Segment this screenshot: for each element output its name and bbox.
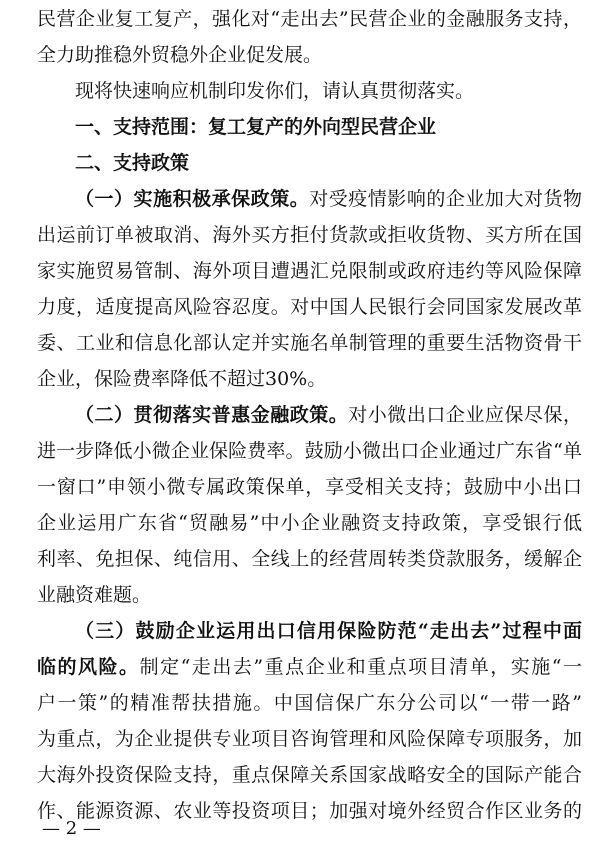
page-number: — 2 —: [42, 818, 101, 839]
line-text: 户一策”的精准帮扶措施。中国信保广东分公司以“一带一路”: [37, 692, 582, 714]
section-heading-text: 二、支持政策: [75, 152, 190, 174]
body-line-13: [37, 434, 582, 468]
section-heading-text: 一、支持范围：复工复产的外向型民营企业: [75, 116, 437, 138]
line-text: 一窗口”申领小微专属政策保单，享受相关支持；鼓励中小出口: [37, 476, 582, 498]
body-line-9: [37, 290, 582, 324]
line-text: 对小微出口企业应保尽保，: [348, 404, 582, 426]
line-text: 民营企业复工复产，强化对“走出去”民营企业的金融服务支持，: [37, 8, 582, 30]
body-line-22: [37, 758, 582, 792]
body-line-1: [37, 2, 582, 36]
body-line-8: [37, 254, 582, 288]
body-line-10: [37, 326, 582, 360]
line-text: 出运前订单被取消、海外买方拒付货款或拒收货物、买方所在国: [37, 224, 582, 246]
section-heading-scope: [75, 110, 582, 144]
line-text: 对受疫情影响的企业加大对货物: [309, 188, 582, 210]
line-text: 企业运用广东省“贸融易”中小企业融资支持政策，享受银行低: [37, 512, 582, 534]
body-line-15: [37, 506, 582, 540]
line-text: 委、工业和信息化部认定并实施名单制管理的重要生活物资骨干: [37, 332, 582, 354]
body-line-2: [37, 38, 582, 72]
line-text: 业融资难题。: [37, 584, 152, 606]
line-text: 为重点，为企业提供专业项目咨询管理和风险保障专项服务，加: [37, 728, 582, 750]
body-line-19: [37, 650, 582, 684]
line-text: 进一步降低小微企业保险费率。鼓励小微出口企业通过广东省“单: [37, 440, 582, 462]
line-text: 现将快速响应机制印发你们，请认真贯彻落实。: [75, 80, 475, 102]
line-text: 企业，保险费率降低不超过30%。: [37, 368, 327, 390]
body-line-18: [75, 614, 582, 648]
line-text: 大海外投资保险支持，重点保障关系国家战略安全的国际产能合: [37, 764, 582, 786]
body-line-11: [37, 362, 582, 396]
body-line-3: [75, 74, 582, 108]
body-line-20: [37, 686, 582, 720]
body-line-23: [37, 794, 582, 828]
body-line-12: [75, 398, 582, 432]
body-line-17: [37, 578, 582, 612]
body-line-14: [37, 470, 582, 504]
subsection-title-3: （三）鼓励企业运用出口信用保险防范“走出去”过程中面: [75, 620, 582, 642]
line-text: 力度，适度提高风险容忍度。对中国人民银行会同国家发展改革: [37, 296, 582, 318]
body-line-6: [75, 182, 582, 216]
body-line-7: [37, 218, 582, 252]
line-text: 家实施贸易管制、海外项目遭遇汇兑限制或政府违约等风险保障: [37, 260, 582, 282]
subsection-title-1: （一）实施积极承保政策。: [75, 188, 310, 210]
subsection-title-3-cont: 临的风险。: [37, 656, 140, 678]
line-text: 全力助推稳外贸稳外企业促发展。: [37, 44, 323, 66]
line-text: 作、能源资源、农业等投资项目；加强对境外经贸合作区业务的: [37, 800, 582, 822]
line-text: 利率、免担保、纯信用、全线上的经营周转类贷款服务，缓解企: [37, 548, 582, 570]
body-line-21: [37, 722, 582, 756]
subsection-title-2: （二）贯彻落实普惠金融政策。: [75, 404, 349, 426]
body-line-16: [37, 542, 582, 576]
line-text: 制定“走出去”重点企业和重点项目清单，实施“一: [139, 656, 582, 678]
section-heading-policy: [75, 146, 582, 180]
